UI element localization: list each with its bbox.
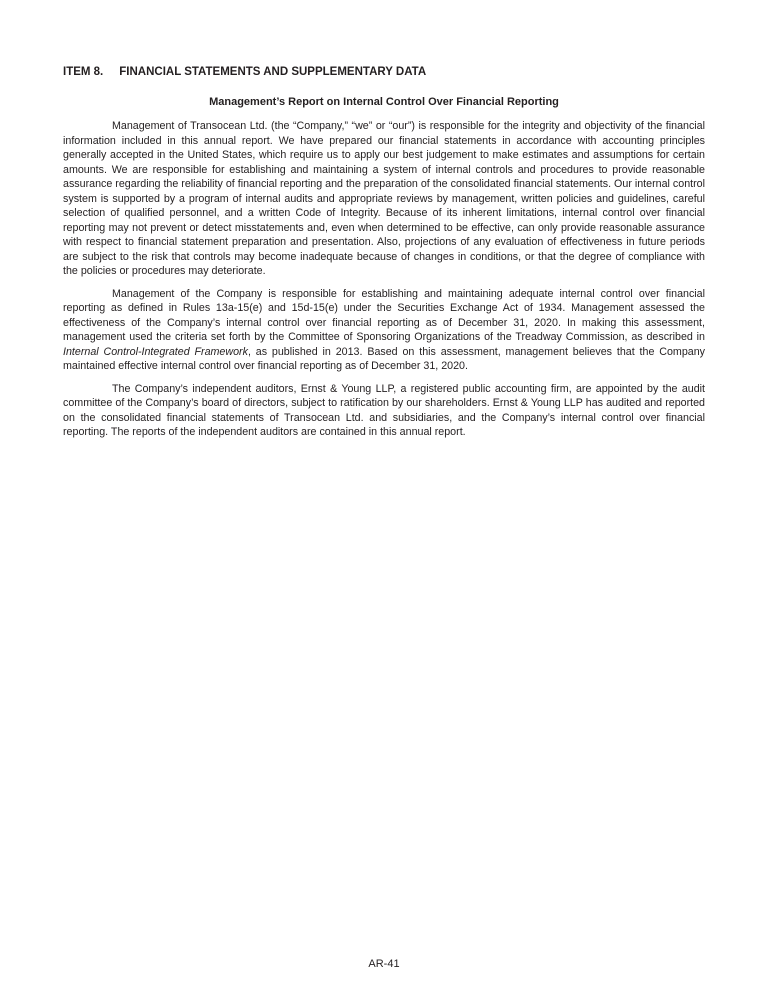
item-heading — [63, 65, 705, 79]
item-title: FINANCIAL STATEMENTS AND SUPPLEMENTARY DATA — [119, 66, 427, 78]
para-assessment-text-after: , as published in 2013. Based on this assessment, management believes that the Company maintained effective internal control over financial reporting as of December 31, 2020. — [63, 345, 706, 372]
page-content — [63, 65, 705, 440]
para-management-responsibility: Management of Transocean Ltd. (the “Company,” “we” or “our”) is responsible for the integrity and objectivity of the financial information included in this annual report. We have prepared our financial statements in accordance with accounting principles generally accepted in the United States, which require us to apply our best judgement to make estimates and assumptions for certain amounts. We are responsible for establishing and maintaining a system of internal controls and procedures to provide reasonable assurance regarding the reliability of financial reporting and the preparation of the consolidated financial statements. Our internal control system is supported by a program of internal audits and appropriate reviews by management, written policies and guidelines, careful selection of qualified personnel, and a written Code of Integrity. Because of its inherent limitations, internal control over financial reporting may not prevent or detect misstatements and, even when determined to be effective, can only provide reasonable assurance with respect to financial statement preparation and presentation. Also, projections of any evaluation of effectiveness in future periods are subject to the risk that controls may become inadequate because of changes in conditions, or that the degree of compliance with the policies or procedures may deteriorate. — [63, 120, 705, 277]
section-title: Management’s Report on Internal Control Over Financial Reporting — [209, 96, 559, 108]
para-assessment — [63, 287, 705, 374]
para-assessment-text-before: Management of the Company is responsible for establishing and maintaining adequate internal control over financial reporting as defined in Rules 13a-15(e) and 15d-15(e) under the Securities Exchange Act of 1934. Management assessed the effectiveness of the Company’s internal control over financial reporting as of December 31, 2020. In making this assessment, management used the criteria set forth by the Committee of Sponsoring Organizations of the Treadway Commission, as described in — [63, 287, 705, 343]
page-number: AR-41 — [368, 958, 400, 970]
item-number: ITEM 8. — [63, 66, 104, 78]
para-independent-auditors: The Company’s independent auditors, Ernst & Young LLP, a registered public accounting firm, are appointed by the audit committee of the Company’s board of directors, subject to ratification by our shareholders. Ernst & Young LLP has audited and reported on the consolidated financial statements of Transocean Ltd. and subsidiaries, and the Company’s internal control over financial reporting. The reports of the independent auditors are contained in this annual report. — [63, 382, 705, 438]
framework-title-italic: Internal Control-Integrated Framework — [63, 345, 248, 358]
